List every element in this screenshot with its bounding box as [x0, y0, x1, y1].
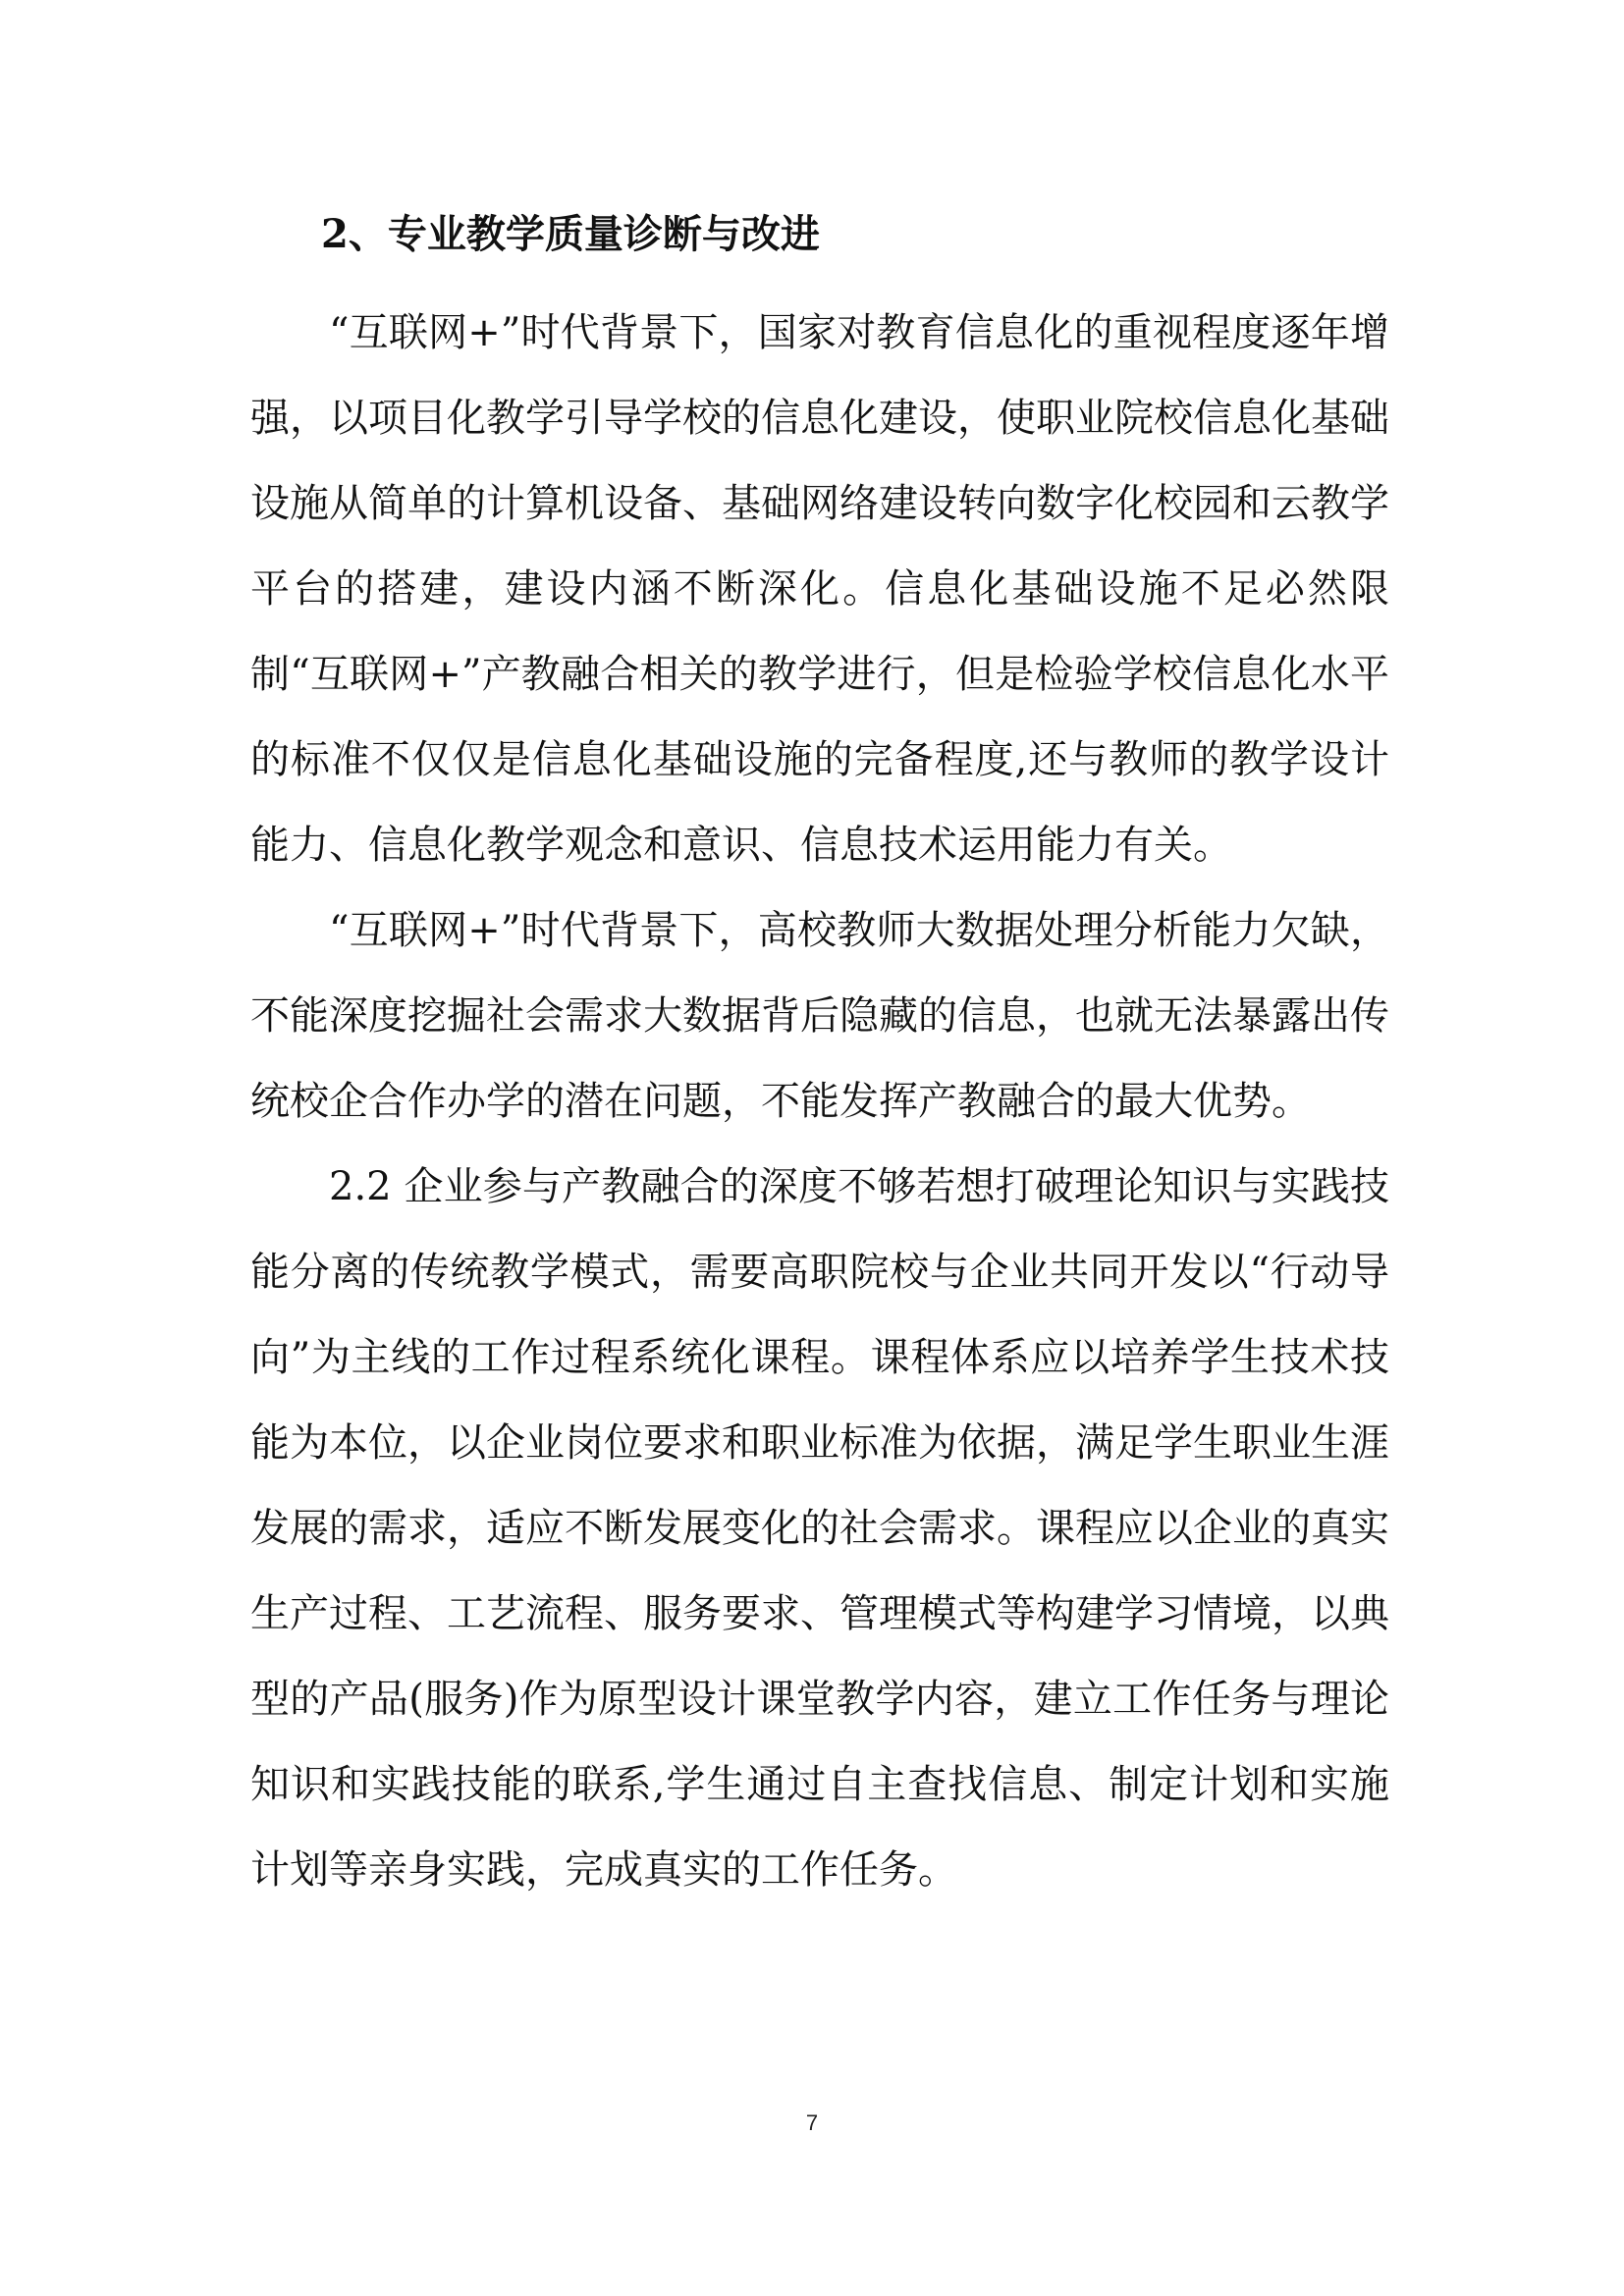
paragraph-2: “互联网+”时代背景下，高校教师大数据处理分析能力欠缺，不能深度挖掘社会需求大数据背后隐藏的信息，也就无法暴露出传统校企合作办学的潜在问题，不能发挥产教融合的最大优势。	[250, 908, 1389, 1124]
paragraph-3: 2.2 企业参与产教融合的深度不够若想打破理论知识与实践技能分离的传统教学模式，需要高职院校与企业共同开发以“行动导向”为主线的工作过程系统化课程。课程体系应以培养学生技术技能为本位，以企业岗位要求和职业标准为依据，满足学生职业生涯发展的需求，适应不断发展变化的社会需求。课程应以企业的真实生产过程、工艺流程、服务要求、管理模式等构建学习情境，以典型的产品(服务)作为原型设计课堂教学内容，建立工作任务与理论知识和实践技能的联系,学生通过自主查找信息、制定计划和实施计划等亲身实践，完成真实的工作任务。	[250, 1164, 1389, 1893]
page-number: 7	[805, 2110, 819, 2135]
page-content	[250, 206, 1389, 1913]
section-heading: 2、专业教学质量诊断与改进	[321, 211, 820, 257]
paragraph-1: “互联网+”时代背景下，国家对教育信息化的重视程度逐年增强，以项目化教学引导学校的信息化建设，使职业院校信息化基础设施从简单的计算机设备、基础网络建设转向数字化校园和云教学平台的搭建，建设内涵不断深化。信息化基础设施不足必然限制“互联网+”产教融合相关的教学进行，但是检验学校信息化水平的标准不仅仅是信息化基础设施的完备程度,还与教师的教学设计能力、信息化教学观念和意识、信息技术运用能力有关。	[250, 310, 1389, 868]
